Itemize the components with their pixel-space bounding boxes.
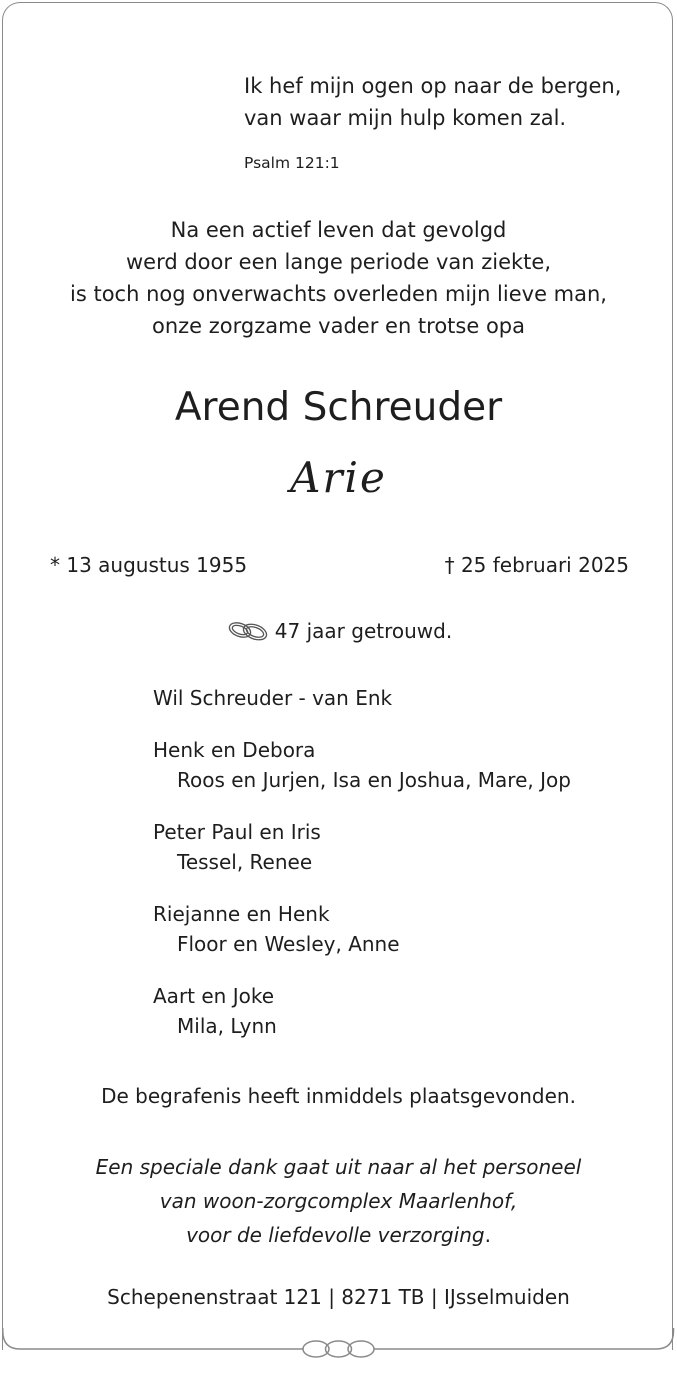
thanks-note — [0, 1150, 677, 1252]
thanks-line-last — [0, 1218, 677, 1252]
family-group — [153, 817, 571, 877]
family-group — [153, 981, 571, 1041]
family-children: Mila, Lynn — [177, 1014, 277, 1038]
bible-verse — [244, 70, 621, 134]
family-parents: Riejanne en Henk — [153, 902, 330, 926]
intro-line: werd door een lange periode van ziekte, — [125, 250, 551, 274]
spouse: Wil Schreuder - van Enk — [153, 686, 393, 710]
family-children: Roos en Jurjen, Isa en Joshua, Mare, Jop — [177, 768, 571, 792]
thanks-period: . — [484, 1223, 491, 1247]
family-group — [153, 735, 571, 795]
marriage-years: 47 jaar getrouwd. — [274, 619, 453, 643]
border-ornament — [0, 1328, 677, 1377]
intro-line: is toch nog onverwachts overleden mijn lieve man, — [70, 282, 607, 306]
family-list — [153, 683, 571, 1063]
family-children: Tessel, Renee — [177, 850, 313, 874]
birth-date: * 13 augustus 1955 — [50, 553, 248, 577]
marriage-line — [0, 616, 677, 646]
death-date: † 25 februari 2025 — [444, 553, 629, 577]
funeral-note: De begrafenis heeft inmiddels plaatsgevonden. — [101, 1084, 576, 1108]
deceased-nickname: Arie — [290, 453, 387, 502]
family-parents: Aart en Joke — [153, 984, 275, 1008]
family-group — [153, 899, 571, 959]
card-border — [2, 2, 673, 1350]
thanks-line: Een speciale dank gaat uit naar al het personeel — [95, 1155, 582, 1179]
address: Schepenenstraat 121 | 8271 TB | IJsselmuiden — [107, 1285, 570, 1309]
intro-line: onze zorgzame vader en trotse opa — [151, 314, 526, 338]
family-parents: Henk en Debora — [153, 738, 316, 762]
intro-text — [0, 214, 677, 342]
verse-line: van waar mijn hulp komen zal. — [244, 106, 567, 130]
verse-line: Ik hef mijn ogen op naar de bergen, — [244, 74, 622, 98]
family-children: Floor en Wesley, Anne — [177, 932, 400, 956]
intro-line: Na een actief leven dat gevolgd — [170, 218, 507, 242]
family-parents: Peter Paul en Iris — [153, 820, 321, 844]
wedding-rings-icon — [225, 620, 271, 642]
deceased-name: Arend Schreuder — [174, 385, 503, 430]
thanks-line: van woon-zorgcomplex Maarlenhof, — [159, 1189, 518, 1213]
verse-reference: Psalm 121:1 — [244, 154, 340, 172]
thanks-line: voor de liefdevolle verzorging — [186, 1223, 485, 1247]
